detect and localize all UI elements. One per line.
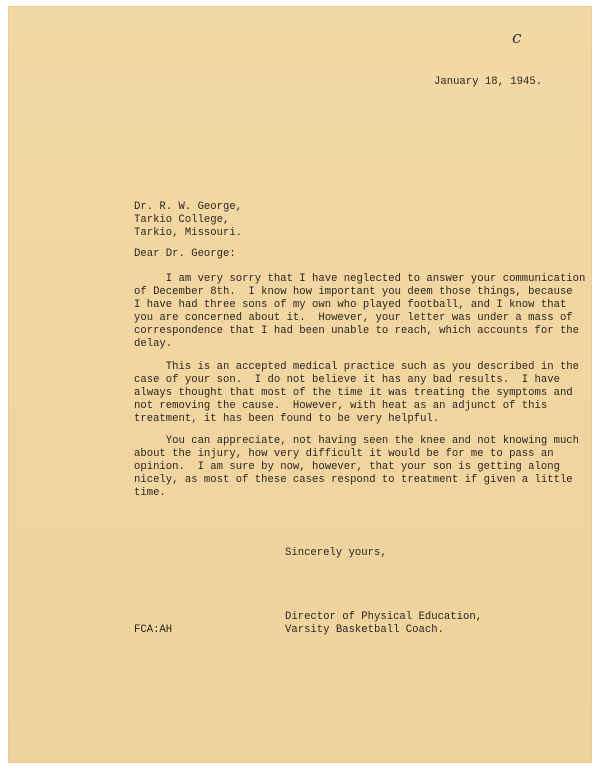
handwritten-corner-mark: c <box>512 28 522 48</box>
body-line: you are concerned about it. However, your letter was under a mass of <box>134 312 573 324</box>
body-line: I have had three sons of my own who played football, and I know that <box>134 299 567 311</box>
body-line: opinion. I am sure by now, however, that your son is getting along <box>134 461 560 473</box>
recipient-line: Tarkio College, <box>134 214 230 226</box>
body-line: always thought that most of the time it was treating the symptoms and <box>134 387 573 399</box>
body-line: This is an accepted medical practice such as you described in the <box>134 361 580 373</box>
body-line: of December 8th. I know how important you deem those things, because <box>134 286 573 298</box>
body-line: nicely, as most of these cases respond to treatment if given a little <box>134 474 573 486</box>
recipient-line: Dr. R. W. George, <box>134 201 243 213</box>
recipient-line: Tarkio, Missouri. <box>134 227 243 239</box>
body-line: not removing the cause. However, with heat as an adjunct of this <box>134 400 548 412</box>
body-line: about the injury, how very difficult it would be for me to pass an <box>134 448 554 460</box>
body-line: correspondence that I had been unable to reach, which accounts for the <box>134 325 580 337</box>
salutation: Dear Dr. George: <box>134 248 236 260</box>
body-line: delay. <box>134 338 173 350</box>
signature-title-line: Director of Physical Education, <box>285 611 483 623</box>
body-line: case of your son. I do not believe it has any bad results. I have <box>134 374 560 386</box>
body-line: You can appreciate, not having seen the knee and not knowing much <box>134 435 580 447</box>
closing: Sincerely yours, <box>285 547 387 559</box>
body-line: treatment, it has been found to be very helpful. <box>134 413 440 425</box>
body-line: I am very sorry that I have neglected to answer your communication <box>134 273 586 285</box>
signature-title-line: Varsity Basketball Coach. <box>285 624 444 636</box>
body-line: time. <box>134 487 166 499</box>
typist-initials: FCA:AH <box>134 624 173 636</box>
letter-date: January 18, 1945. <box>434 76 543 88</box>
